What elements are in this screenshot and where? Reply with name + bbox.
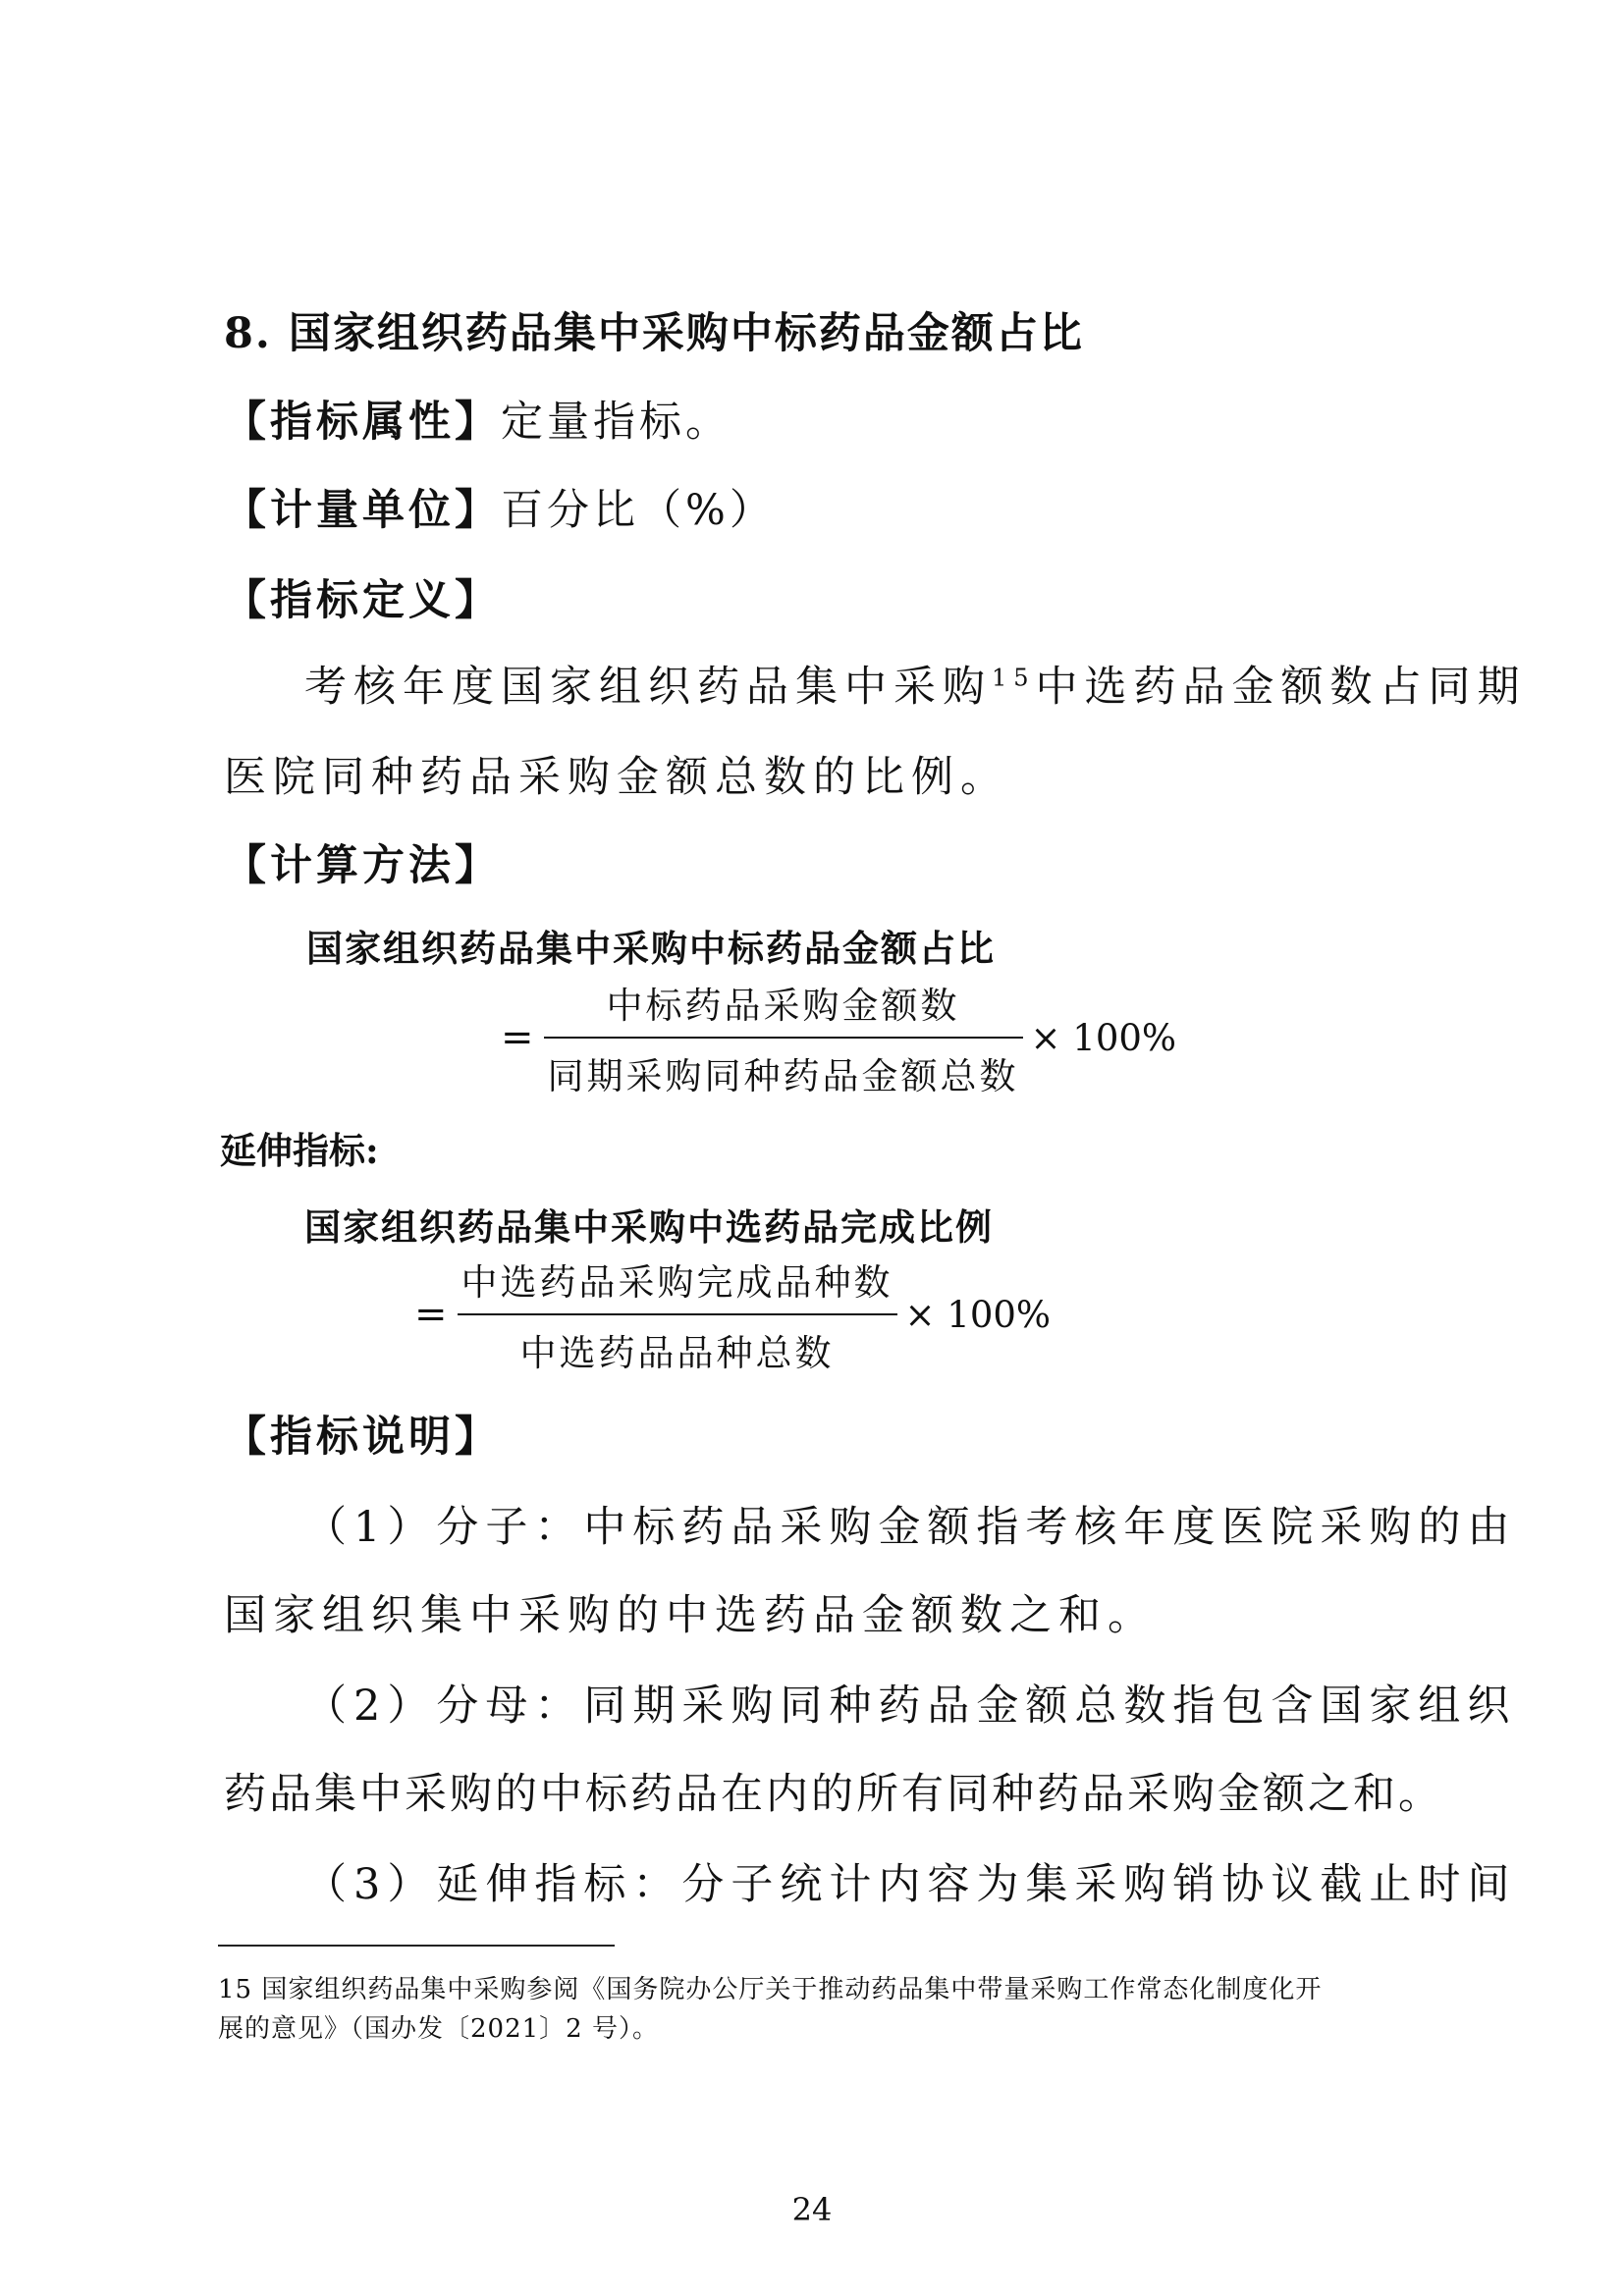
footnote-ref: 15 [992,664,1036,692]
formula2-stack [458,1253,897,1376]
formula1-multiplier: × 100% [1030,1016,1177,1059]
explanation-label [224,1404,501,1464]
attribute-label: 【指标属性】 [224,398,501,447]
explanation-p1-line2: 国家组织集中采购的中选药品金额数之和。 [224,1591,1157,1640]
formula1-denominator: 同期采购同种药品金额总数 [547,1055,1019,1097]
method-label-text: 【计算方法】 [224,841,501,890]
formula2-numerator: 中选药品采购完成品种数 [460,1261,893,1304]
method-label [224,832,501,892]
page-number: 24 [791,2191,833,2228]
definition-line-2: 医院同种药品采购金额总数的比例。 [224,753,1009,802]
explanation-label-text: 【指标说明】 [224,1413,501,1462]
definition-text-a: 考核年度国家组织药品集中采购 [304,663,992,712]
attribute-value: 定量指标。 [501,398,731,447]
explanation-p3-line1: （3）延伸指标：分子统计内容为集采购销协议截止时间 [304,1860,1517,1909]
formula2-denominator: 中选药品品种总数 [519,1332,835,1374]
formula1-equals: = [501,1015,534,1060]
explanation-p2-line1: （2）分母：同期采购同种药品金额总数指包含国家组织 [304,1682,1517,1731]
footnote-line-1: 15 国家组织药品集中采购参阅《国务院办公厅关于推动药品集中带量采购工作常态化制度化开 [218,1975,1323,2004]
definition-label-text: 【指标定义】 [224,576,501,625]
formula2-multiplier: × 100% [904,1293,1052,1336]
formula2-fraction [414,1253,1051,1376]
explanation-p1-line1: （1）分子：中标药品采购金额指考核年度医院采购的由 [304,1503,1517,1552]
section-heading: 8. 国家组织药品集中采购中标药品金额占比 [224,309,1084,358]
unit-value: 百分比（%） [501,486,776,535]
footnote-line-2: 展的意见》（国办发〔2021〕2 号）。 [218,2014,659,2044]
formula1-name: 国家组织药品集中采购中标药品金额占比 [306,927,996,970]
definition-text-b: 中选药品金额数占同期 [1035,663,1527,712]
footnote-divider [218,1945,615,1947]
formula2-fraction-bar [458,1313,897,1315]
formula1-fraction [501,976,1176,1099]
attribute-row [224,389,731,449]
formula1-fraction-bar [544,1037,1023,1039]
formula2-name: 国家组织药品集中采购中选药品完成比例 [304,1205,994,1249]
unit-row [224,477,776,537]
definition-line-1 [304,654,1527,714]
extension-label: 延伸指标: [220,1129,379,1172]
formula1-stack [544,976,1023,1099]
unit-label: 【计量单位】 [224,486,501,535]
explanation-p2-line2: 药品集中采购的中标药品在内的所有同种药品采购金额之和。 [224,1770,1443,1819]
formula1-numerator: 中标药品采购金额数 [606,985,960,1027]
definition-label [224,567,501,627]
formula2-equals: = [414,1292,448,1337]
